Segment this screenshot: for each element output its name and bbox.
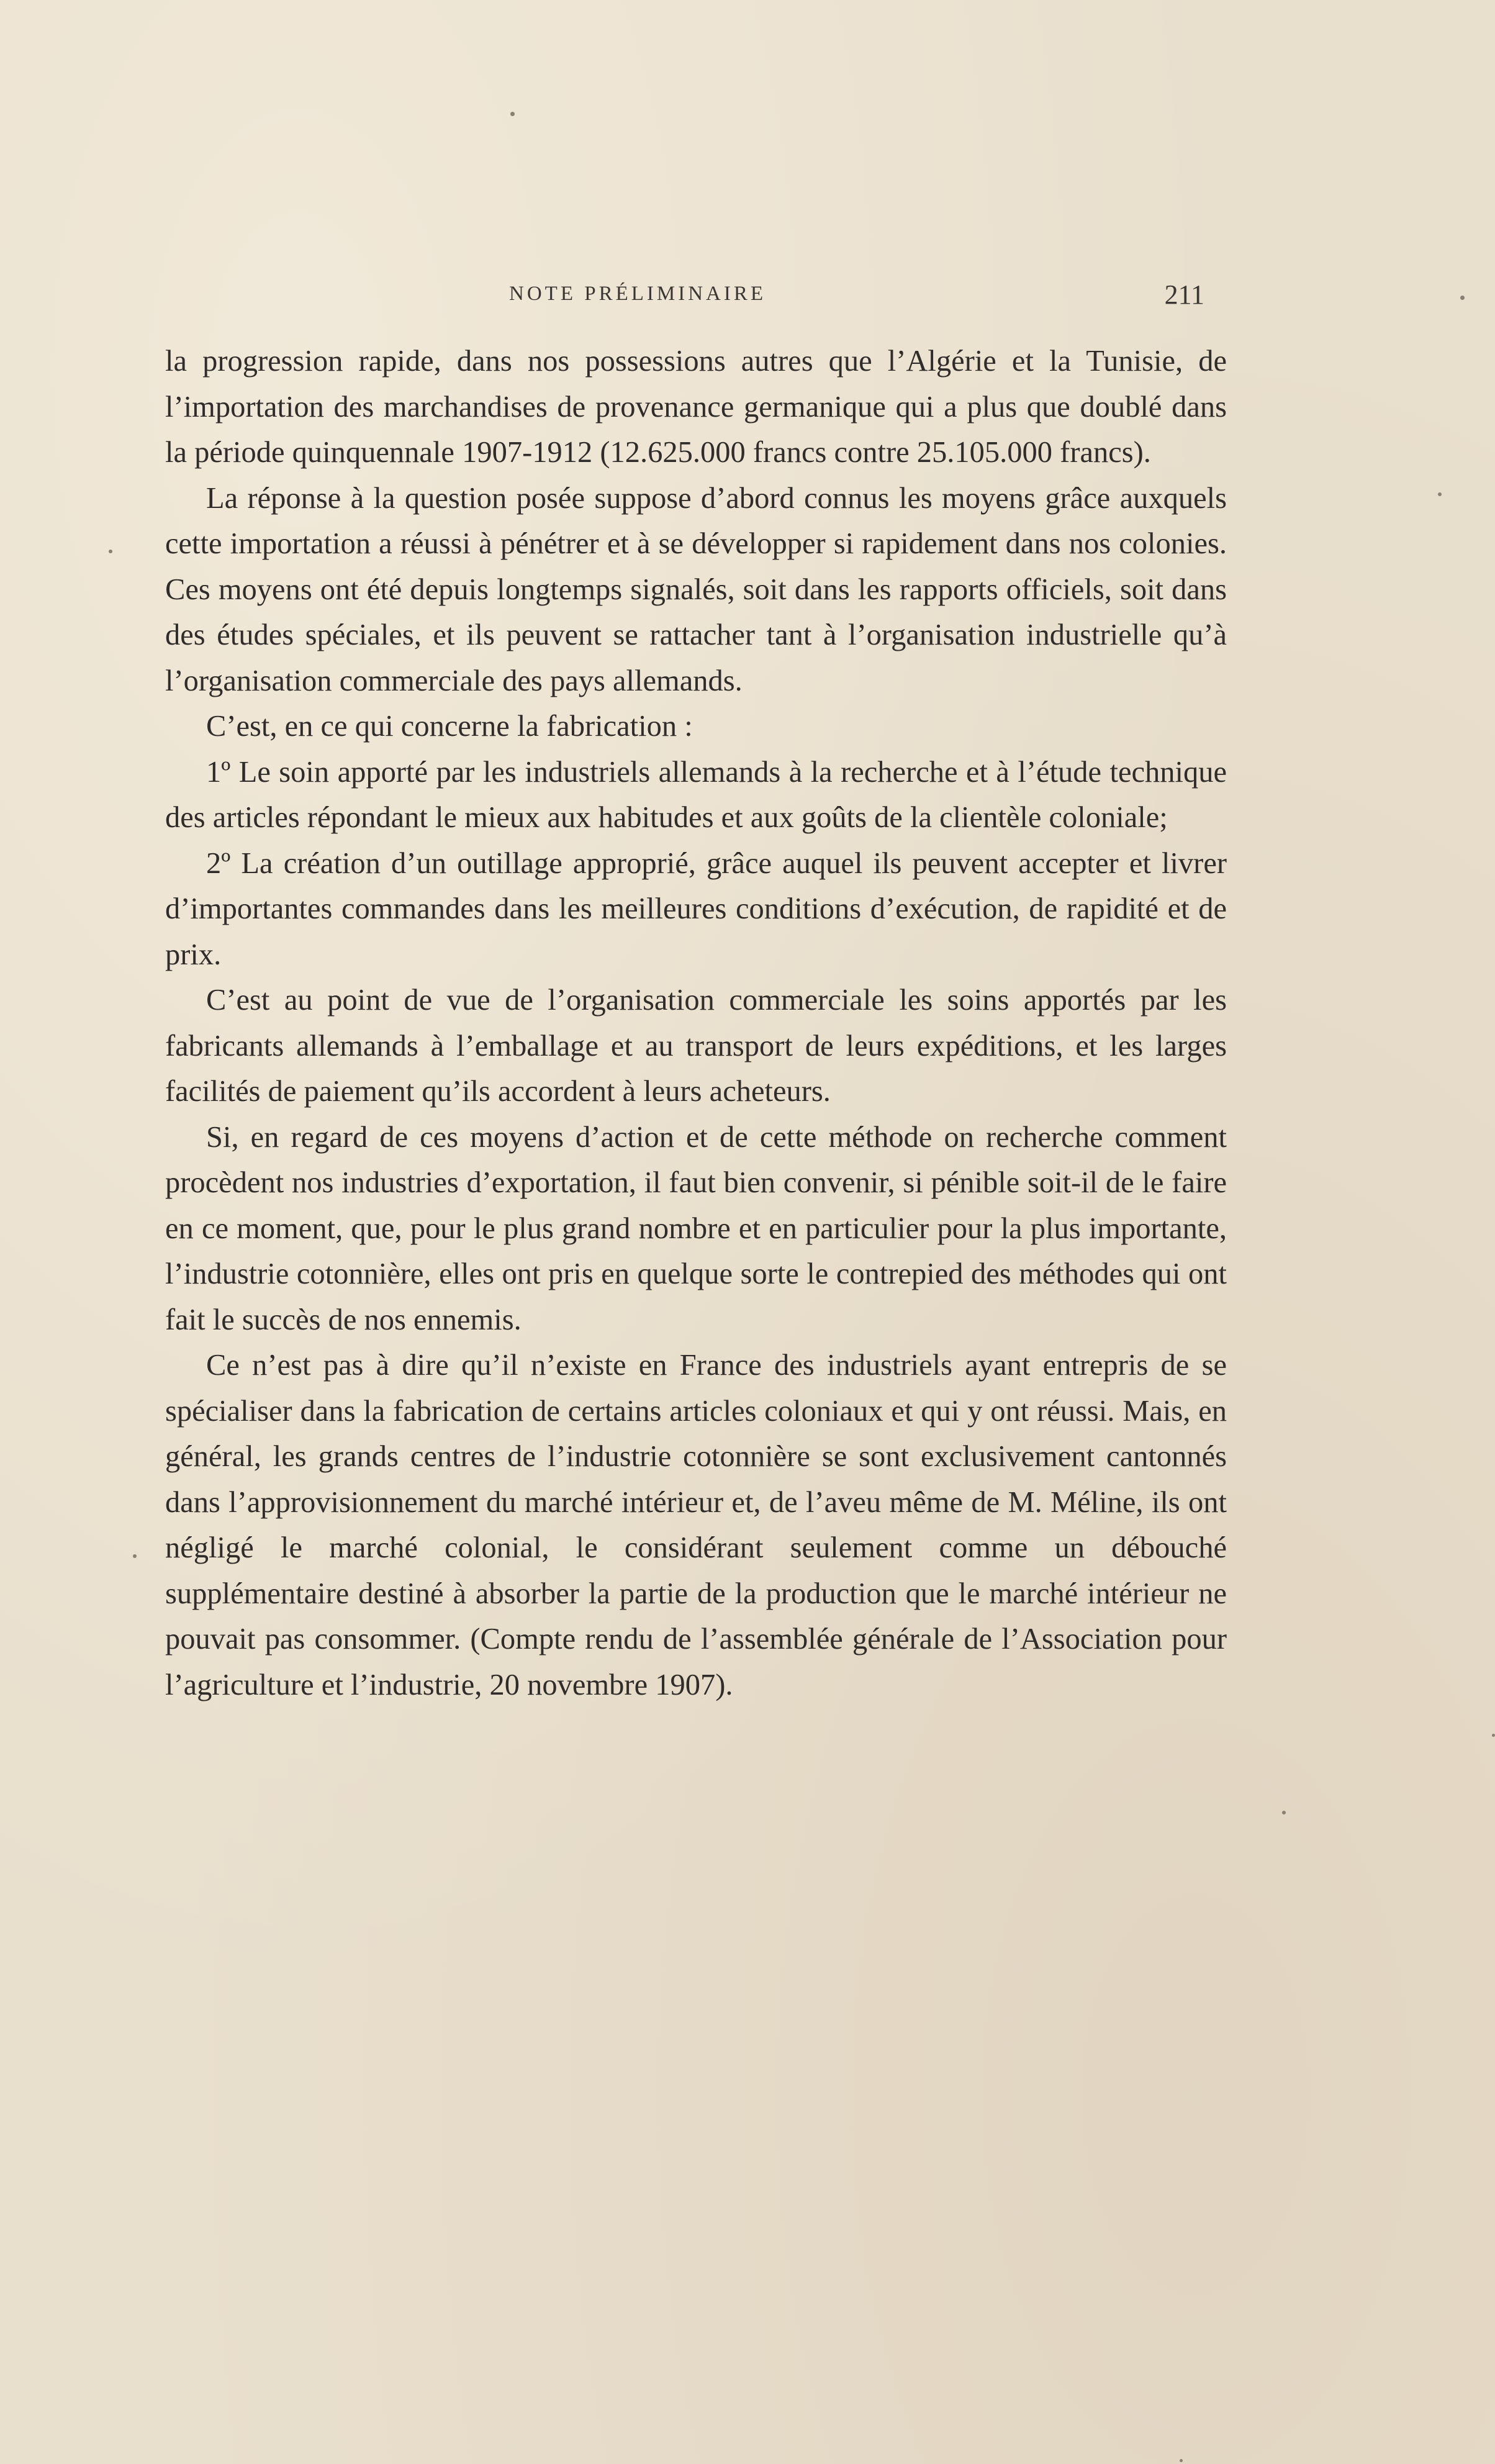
- paper-speck: [109, 550, 112, 553]
- paper-speck: [1180, 2459, 1183, 2462]
- running-title: NOTE PRÉLIMINAIRE: [509, 283, 767, 305]
- paper-speck: [1438, 492, 1442, 496]
- paper-speck: [133, 1554, 137, 1558]
- paragraph-5: 2º La création d’un outillage approprié, grâce auquel ils peuvent accepter et livrer d’importantes commandes dans les meilleures conditions d’exécution, de rapidité et de prix.: [165, 846, 1227, 971]
- paper-speck: [1492, 1734, 1495, 1737]
- paragraph-6: C’est au point de vue de l’organisation commerciale les soins apportés par les fabricants allemands à l’emballage et au transport de leurs expéditions, et les larges facilités de paiement qu’ils accordent à leurs acheteurs.: [165, 984, 1227, 1108]
- paper-speck: [1460, 296, 1465, 300]
- body-text: [165, 338, 1227, 1708]
- paper-speck: [510, 112, 515, 116]
- running-head: [509, 279, 1204, 320]
- paragraph-7: Si, en regard de ces moyens d’action et de cette méthode on recherche comment procèdent nos industries d’exportation, il faut bien convenir, si pénible soit-il de le faire en ce moment, que, pour le plus grand nombre et en particulier pour la plus importante, l’industrie cotonnière, elles ont pris en quelque sorte le contrepied des méthodes qui ont fait le succès de nos ennemis.: [165, 1120, 1227, 1336]
- paragraph-2: La réponse à la question posée suppose d’abord connus les moyens grâce auxquels cette importation a réussi à pénétrer et à se développer si rapidement dans nos colonies. Ces moyens ont été depuis longtemps signalés, soit dans les rapports officiels, soit dans des études spéciales, et ils peuvent se rattacher tant à l’organisation industrielle qu’à l’organisation commerciale des pays allemands.: [165, 481, 1227, 697]
- paragraph-8: Ce n’est pas à dire qu’il n’existe en France des industriels ayant entrepris de se spécialiser dans la fabrication de certains articles coloniaux et qui y ont réussi. Mais, en général, les grands centres de l’industrie cotonnière se sont exclusivement cantonnés dans l’approvisionnement du marché intérieur et, de l’aveu même de M. Méline, ils ont négligé le marché colonial, le considérant seulement comme un débouché supplémentaire destiné à absorber la partie de la production que le marché intérieur ne pouvait pas consommer. (Compte rendu de l’assemblée générale de l’Association pour l’agriculture et l’industrie, 20 novembre 1907).: [165, 1349, 1227, 1701]
- paper-speck: [1282, 1811, 1286, 1814]
- paragraph-1: la progression rapide, dans nos possessions autres que l’Algérie et la Tunisie, de l’importation des marchandises de provenance germanique qui a plus que doublé dans la période quinquennale 1907-1912 (12.625.000 francs contre 25.105.000 francs).: [165, 345, 1227, 469]
- paragraph-3: C’est, en ce qui concerne la fabrication :: [206, 710, 693, 743]
- page-number: 211: [1164, 279, 1204, 310]
- paragraph-4: 1º Le soin apporté par les industriels allemands à la recherche et à l’étude technique des articles répondant le mieux aux habitudes et aux goûts de la clientèle coloniale;: [165, 755, 1227, 834]
